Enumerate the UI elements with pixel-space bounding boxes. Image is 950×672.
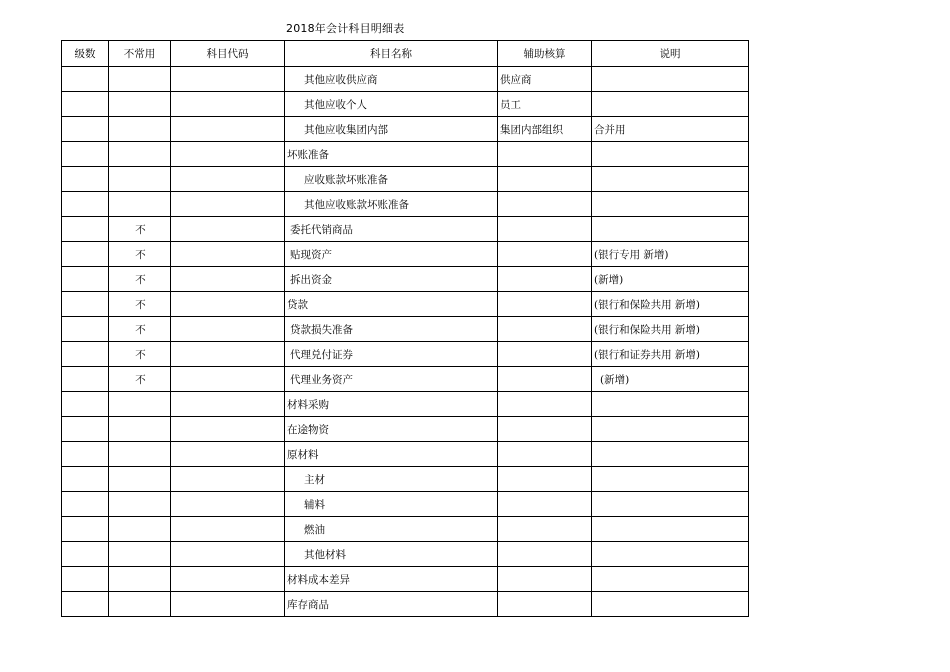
cell-account-name: 库存商品 (285, 592, 498, 617)
cell-code (171, 317, 285, 342)
cell-account-name: 代理业务资产 (285, 367, 498, 392)
cell-uncommon (109, 67, 171, 92)
cell-uncommon (109, 567, 171, 592)
cell-uncommon: 不 (109, 217, 171, 242)
cell-note (592, 567, 749, 592)
cell-account-name: 委托代销商品 (285, 217, 498, 242)
cell-aux: 集团内部组织 (498, 117, 592, 142)
cell-note: (银行专用 新增) (592, 242, 749, 267)
table-row (62, 267, 749, 292)
cell-code (171, 342, 285, 367)
cell-code (171, 492, 285, 517)
cell-note: (新增) (592, 267, 749, 292)
cell-note (592, 392, 749, 417)
cell-account-name: 在途物资 (285, 417, 498, 442)
sheet-title: 2018年会计科目明细表 (286, 22, 405, 35)
cell-account-name: 贷款 (285, 292, 498, 317)
cell-aux (498, 467, 592, 492)
cell-uncommon (109, 192, 171, 217)
cell-code (171, 367, 285, 392)
cell-code (171, 267, 285, 292)
cell-account-name: 贴现资产 (285, 242, 498, 267)
cell-code (171, 192, 285, 217)
cell-aux (498, 142, 592, 167)
table-row (62, 592, 749, 617)
table-row (62, 242, 749, 267)
cell-level (62, 517, 109, 542)
header-name: 科目名称 (285, 41, 498, 67)
cell-note (592, 67, 749, 92)
cell-uncommon: 不 (109, 267, 171, 292)
cell-account-name: 其他材料 (285, 542, 498, 567)
table-row (62, 292, 749, 317)
cell-aux (498, 492, 592, 517)
cell-code (171, 567, 285, 592)
cell-account-name: 其他应收供应商 (285, 67, 498, 92)
cell-aux (498, 392, 592, 417)
cell-aux: 员工 (498, 92, 592, 117)
header-level: 级数 (62, 41, 109, 67)
cell-code (171, 117, 285, 142)
table-row (62, 342, 749, 367)
cell-aux (498, 567, 592, 592)
cell-level (62, 492, 109, 517)
cell-note (592, 217, 749, 242)
cell-account-name: 材料成本差异 (285, 567, 498, 592)
cell-code (171, 592, 285, 617)
cell-account-name: 其他应收集团内部 (285, 117, 498, 142)
cell-aux (498, 517, 592, 542)
cell-note: (新增) (592, 367, 749, 392)
table-row (62, 92, 749, 117)
cell-uncommon: 不 (109, 317, 171, 342)
cell-note (592, 492, 749, 517)
cell-level (62, 142, 109, 167)
cell-aux (498, 217, 592, 242)
cell-note (592, 167, 749, 192)
cell-account-name: 其他应收账款坏账准备 (285, 192, 498, 217)
cell-level (62, 292, 109, 317)
cell-uncommon (109, 592, 171, 617)
header-row (62, 41, 749, 67)
cell-level (62, 117, 109, 142)
cell-level (62, 417, 109, 442)
cell-code (171, 542, 285, 567)
table-row (62, 117, 749, 142)
cell-note (592, 542, 749, 567)
cell-code (171, 92, 285, 117)
cell-level (62, 192, 109, 217)
cell-account-name: 贷款损失准备 (285, 317, 498, 342)
cell-account-name: 材料采购 (285, 392, 498, 417)
header-uncommon: 不常用 (109, 41, 171, 67)
cell-account-name: 应收账款坏账准备 (285, 167, 498, 192)
table-row (62, 167, 749, 192)
cell-uncommon (109, 442, 171, 467)
cell-code (171, 442, 285, 467)
cell-level (62, 467, 109, 492)
cell-aux: 供应商 (498, 67, 592, 92)
cell-uncommon (109, 517, 171, 542)
cell-note (592, 192, 749, 217)
cell-note: (银行和保险共用 新增) (592, 317, 749, 342)
cell-uncommon: 不 (109, 342, 171, 367)
cell-code (171, 67, 285, 92)
cell-note (592, 517, 749, 542)
table-row (62, 142, 749, 167)
cell-aux (498, 367, 592, 392)
cell-code (171, 142, 285, 167)
cell-uncommon (109, 392, 171, 417)
cell-account-name: 拆出资金 (285, 267, 498, 292)
table-row (62, 517, 749, 542)
cell-account-name: 其他应收个人 (285, 92, 498, 117)
cell-level (62, 217, 109, 242)
cell-note (592, 592, 749, 617)
cell-account-name: 辅料 (285, 492, 498, 517)
cell-code (171, 217, 285, 242)
table-body (62, 67, 749, 617)
cell-account-name: 代理兑付证券 (285, 342, 498, 367)
cell-aux (498, 542, 592, 567)
cell-aux (498, 192, 592, 217)
cell-uncommon (109, 117, 171, 142)
cell-uncommon: 不 (109, 292, 171, 317)
cell-note (592, 467, 749, 492)
cell-level (62, 242, 109, 267)
table-row (62, 467, 749, 492)
cell-level (62, 392, 109, 417)
cell-aux (498, 417, 592, 442)
cell-note: (银行和保险共用 新增) (592, 292, 749, 317)
cell-aux (498, 242, 592, 267)
cell-note (592, 142, 749, 167)
cell-note: 合并用 (592, 117, 749, 142)
table-row (62, 217, 749, 242)
cell-aux (498, 342, 592, 367)
cell-level (62, 267, 109, 292)
cell-account-name: 原材料 (285, 442, 498, 467)
table-row (62, 67, 749, 92)
header-note: 说明 (592, 41, 749, 67)
table-row (62, 392, 749, 417)
cell-note (592, 92, 749, 117)
cell-aux (498, 442, 592, 467)
cell-account-name: 主材 (285, 467, 498, 492)
cell-uncommon (109, 542, 171, 567)
table-row (62, 442, 749, 467)
cell-level (62, 442, 109, 467)
cell-level (62, 342, 109, 367)
table-row (62, 417, 749, 442)
cell-uncommon: 不 (109, 242, 171, 267)
cell-code (171, 517, 285, 542)
cell-uncommon (109, 92, 171, 117)
cell-code (171, 242, 285, 267)
account-table (61, 40, 749, 617)
cell-level (62, 317, 109, 342)
cell-level (62, 67, 109, 92)
cell-level (62, 592, 109, 617)
cell-note (592, 442, 749, 467)
cell-aux (498, 317, 592, 342)
cell-level (62, 367, 109, 392)
cell-code (171, 467, 285, 492)
cell-code (171, 167, 285, 192)
cell-aux (498, 592, 592, 617)
table-row (62, 492, 749, 517)
cell-uncommon (109, 417, 171, 442)
table-row (62, 542, 749, 567)
table-row (62, 367, 749, 392)
cell-level (62, 92, 109, 117)
cell-account-name: 燃油 (285, 517, 498, 542)
cell-aux (498, 292, 592, 317)
table-row (62, 192, 749, 217)
cell-uncommon: 不 (109, 367, 171, 392)
cell-uncommon (109, 467, 171, 492)
cell-uncommon (109, 167, 171, 192)
table-row (62, 567, 749, 592)
table-row (62, 317, 749, 342)
cell-uncommon (109, 142, 171, 167)
cell-code (171, 292, 285, 317)
cell-level (62, 167, 109, 192)
header-code: 科目代码 (171, 41, 285, 67)
cell-code (171, 392, 285, 417)
cell-aux (498, 167, 592, 192)
cell-account-name: 坏账准备 (285, 142, 498, 167)
cell-aux (498, 267, 592, 292)
cell-note (592, 417, 749, 442)
cell-level (62, 567, 109, 592)
cell-code (171, 417, 285, 442)
header-aux: 辅助核算 (498, 41, 592, 67)
cell-level (62, 542, 109, 567)
cell-uncommon (109, 492, 171, 517)
cell-note: (银行和证券共用 新增) (592, 342, 749, 367)
